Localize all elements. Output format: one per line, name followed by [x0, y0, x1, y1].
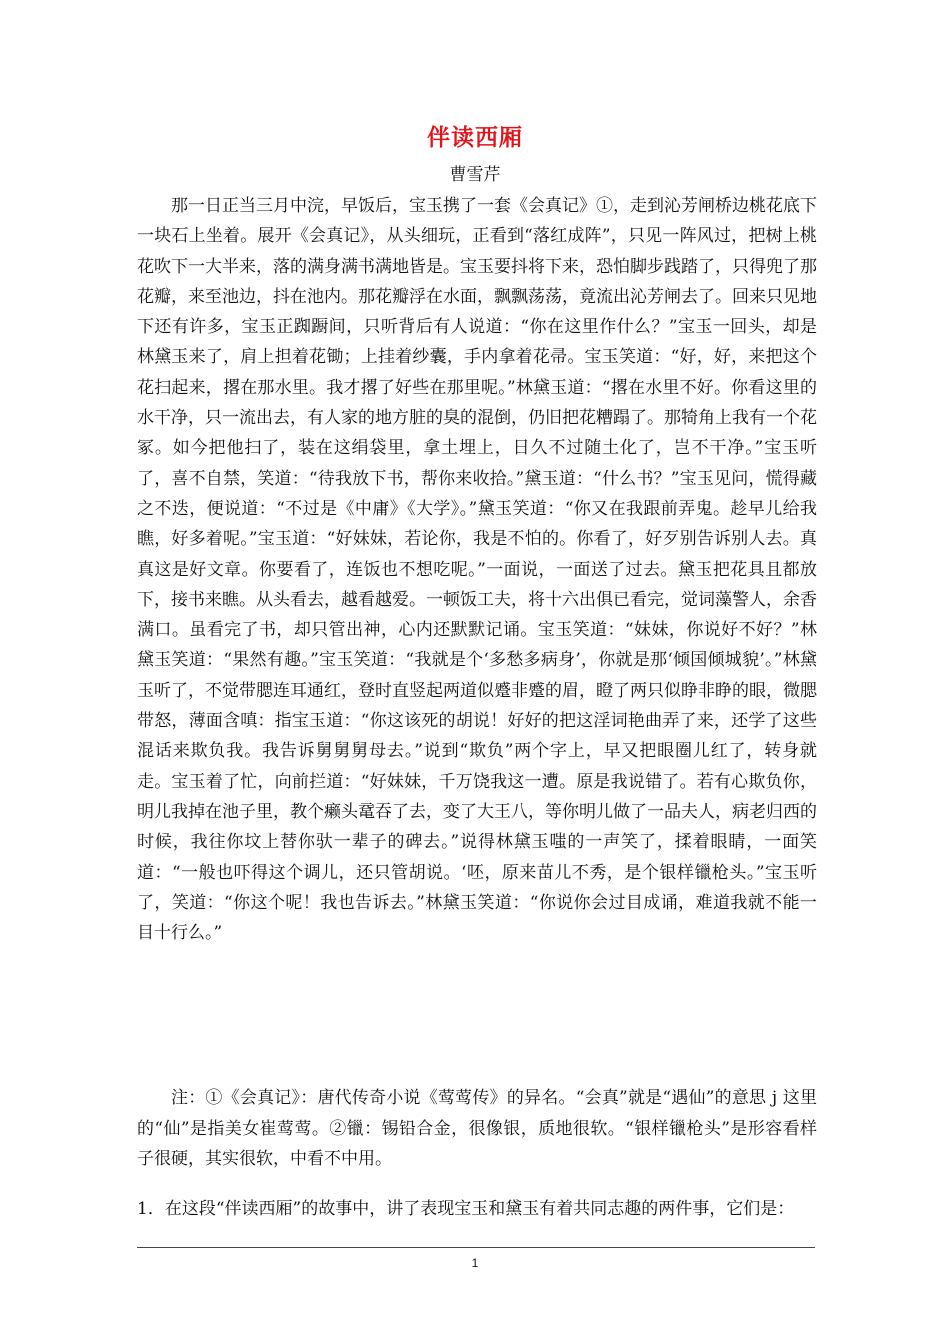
story-body: [137, 191, 817, 948]
footer-divider: [137, 1247, 815, 1248]
document-author: 曹雪芹: [449, 165, 501, 185]
page-number: 1: [471, 1256, 479, 1270]
footnote: [137, 1083, 817, 1175]
story-paragraph: 那一日正当三月中浣，早饭后，宝玉携了一套《会真记》①，走到沁芳闸桥边桃花底下一块石上坐着。展开《会真记》，从头细玩，正看到“落红成阵”，只见一阵风过，把树上桃花吹下一大半来，落的满身满书满地皆是。宝玉要抖将下来，恐怕脚步践踏了，只得兜了那花瓣，来至池边，抖在池内。那花瓣浮在水面，飘飘荡荡，竟流出沁芳闸去了。回来只见地下还有许多，宝玉正踟蹰间，只听背后有人说道：“你在这里作什么？”宝玉一回头，却是林黛玉来了，肩上担着花锄；上挂着纱囊，手内拿着花帚。宝玉笑道：“好，好，来把这个花扫起来，撂在那水里。我才撂了好些在那里呢。”林黛玉道：“撂在水里不好。你看这里的水干净，只一流出去，有人家的地方脏的臭的混倒，仍旧把花糟蹋了。那犄角上我有一个花冢。如今把他扫了，装在这绢袋里，拿土埋上，日久不过随土化了，岂不干净。”宝玉听了，喜不自禁，笑道：“待我放下书，帮你来收拾。”黛玉道：“什么书？”宝玉见问，慌得藏之不迭，便说道：“不过是《中庸》《大学》。”黛玉笑道：“你又在我跟前弄鬼。趁早儿给我瞧，好多着呢。”宝玉道：“好妹妹，若论你，我是不怕的。你看了，好歹别告诉别人去。真真这是好文章。你要看了，连饭也不想吃呢。”一面说，一面送了过去。黛玉把花具且都放下，接书来瞧。从头看去，越看越爱。一顿饭工夫，将十六出俱已看完，觉词藻警人，余香满口。虽看完了书，却只管出神，心内还默默记诵。宝玉笑道：“妹妹，你说好不好？”林黛玉笑道：“果然有趣。”宝玉笑道：“我就是个‘多愁多病身’，你就是那‘倾国倾城貌’。”林黛玉听了，不觉带腮连耳通红，登时直竖起两道似蹙非蹙的眉，瞪了两只似睁非睁的眼，微腮带怒，薄面含嗔：指宝玉道：“你这该死的胡说！好好的把这淫词艳曲弄了来，还学了这些混话来欺负我。我告诉舅舅舅母去。”说到“欺负”两个字上，早又把眼圈儿红了，转身就走。宝玉着了忙，向前拦道：“好妹妹，千万饶我这一遭。原是我说错了。若有心欺负你，明儿我掉在池子里，教个癞头鼋吞了去，变了大王八，等你明儿做了一品夫人，病老归西的时候，我往你坟上替你驮一辈子的碑去。”说得林黛玉嗤的一声笑了，揉着眼睛，一面笑道：“一般也吓得这个调儿，还只管胡说。‘呸，原来苗儿不秀，是个银样镴枪头。”宝玉听了，笑道：“你这个呢！我也告诉去。”林黛玉笑道：“你说你会过目成诵，难道我就不能一目十行么。”: [137, 196, 817, 944]
question-1: 1．在这段“伴读西厢”的故事中，讲了表现宝玉和黛玉有着共同志趣的两件事，它们是：: [137, 1199, 795, 1219]
footnote-text: 注：①《会真记》：唐代传奇小说《莺莺传》的异名。“会真”就是“遇仙”的意思 j 这里的“仙”是指美女崔莺莺。②镴：锡铅合金，很像银，质地很软。“银样镴枪头”是形容看样子很硬，其实很软，中看不中用。: [137, 1088, 817, 1169]
document-title: 伴读西厢: [427, 124, 523, 151]
